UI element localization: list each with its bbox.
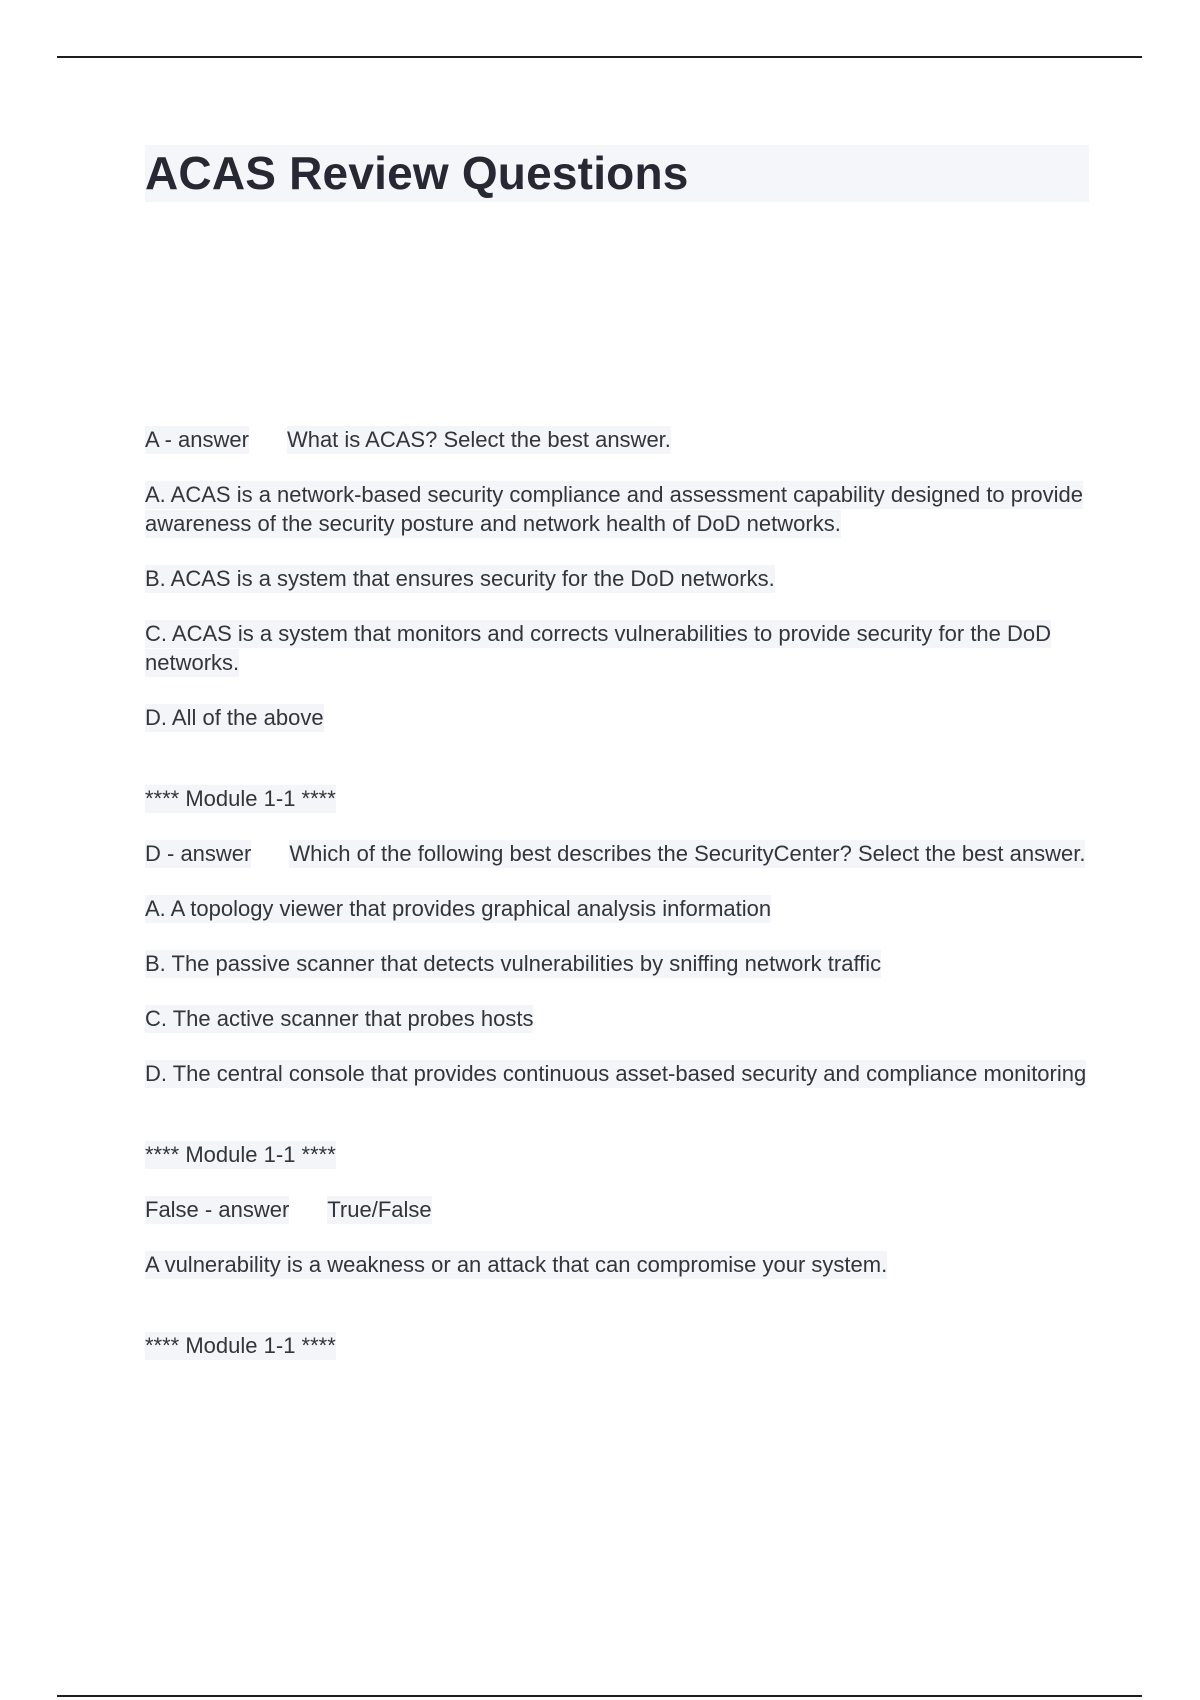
question-line xyxy=(145,839,1089,868)
option-a: A. ACAS is a network-based security compliance and assessment capability designed to provide awareness of the security posture and network health of DoD networks. xyxy=(145,482,1083,536)
answer-label: False - answer xyxy=(145,1197,290,1222)
module-marker: **** Module 1-1 **** xyxy=(145,786,336,811)
option-d: D. All of the above xyxy=(145,705,324,730)
document-title: ACAS Review Questions xyxy=(145,147,689,199)
module-marker: **** Module 1-1 **** xyxy=(145,1333,336,1358)
option-c: C. ACAS is a system that monitors and corrects vulnerabilities to provide security for the DoD networks. xyxy=(145,621,1052,675)
option-b: B. The passive scanner that detects vulnerabilities by sniffing network traffic xyxy=(145,951,882,976)
answer-label: D - answer xyxy=(145,841,252,866)
question-block xyxy=(145,425,1089,813)
question-line xyxy=(145,425,1089,454)
statement: A vulnerability is a weakness or an attack that can compromise your system. xyxy=(145,1252,888,1277)
question-block xyxy=(145,1195,1089,1360)
module-marker: **** Module 1-1 **** xyxy=(145,1142,336,1167)
question-text: What is ACAS? Select the best answer. xyxy=(286,427,671,452)
question-block xyxy=(145,839,1089,1169)
question-text: True/False xyxy=(327,1197,432,1222)
bottom-rule xyxy=(57,1695,1142,1697)
question-line xyxy=(145,1195,1089,1224)
answer-label: A - answer xyxy=(145,427,249,452)
option-a: A. A topology viewer that provides graphical analysis information xyxy=(145,896,772,921)
question-text: Which of the following best describes the SecurityCenter? Select the best answer. xyxy=(289,841,1086,866)
top-rule xyxy=(57,56,1142,58)
option-d: D. The central console that provides continuous asset-based security and compliance monitoring xyxy=(145,1061,1087,1086)
option-c: C. The active scanner that probes hosts xyxy=(145,1006,534,1031)
option-b: B. ACAS is a system that ensures security for the DoD networks. xyxy=(145,566,775,591)
questions-list xyxy=(145,425,1089,1386)
